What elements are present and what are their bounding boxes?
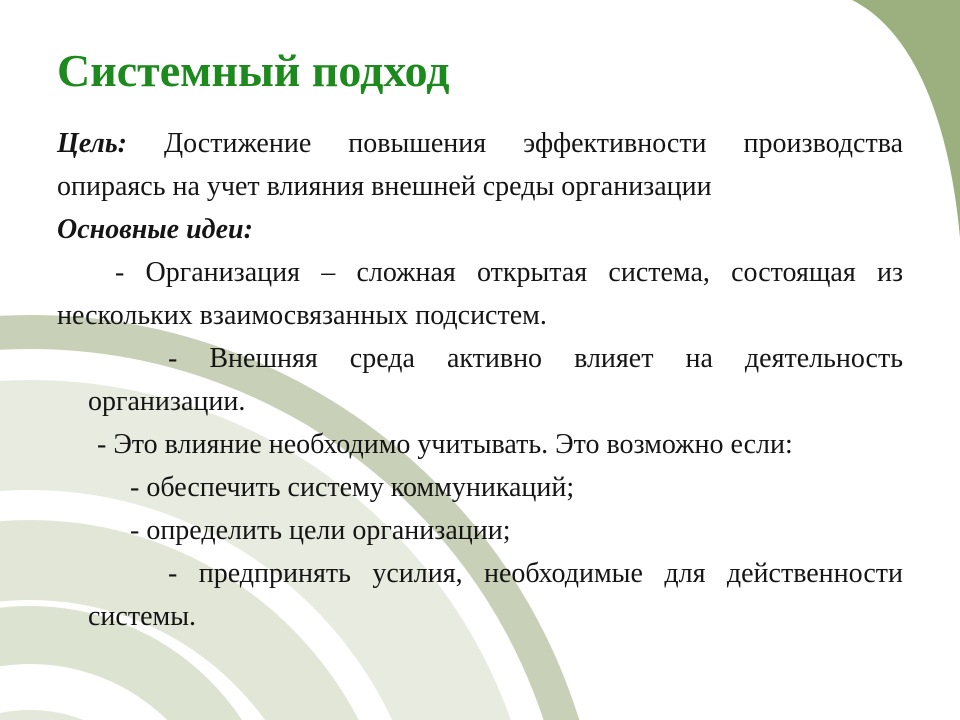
line-text: - Внешняя среда активно влияет на деятельность <box>168 343 903 374</box>
line-lead: Цель: <box>57 128 127 159</box>
text-line <box>57 337 903 380</box>
text-line <box>57 423 903 466</box>
text-line <box>57 509 903 552</box>
slide-body <box>57 122 903 638</box>
line-text: системы. <box>88 601 197 632</box>
text-line <box>57 122 903 165</box>
text-line <box>57 595 903 638</box>
line-text: - определить цели организации; <box>130 515 511 546</box>
line-text: - Это влияние необходимо учитывать. Это возможно если: <box>97 429 793 460</box>
slide-title: Системный подход <box>57 45 450 96</box>
text-line <box>57 165 903 208</box>
text-line <box>57 208 903 251</box>
line-lead: Основные идеи: <box>57 214 253 245</box>
text-line <box>57 466 903 509</box>
line-text: Достижение повышения эффективности производства <box>127 128 903 159</box>
line-text: нескольких взаимосвязанных подсистем. <box>57 300 547 331</box>
text-line <box>57 251 903 294</box>
line-text: - Организация – сложная открытая система, состоящая из <box>115 257 903 288</box>
line-text: - обеспечить систему коммуникаций; <box>130 472 575 503</box>
line-text: организации. <box>88 386 246 417</box>
text-line <box>57 552 903 595</box>
text-line <box>57 380 903 423</box>
line-text: - предпринять усилия, необходимые для действенности <box>168 558 903 589</box>
swoosh-corner-patch <box>0 710 180 720</box>
text-line <box>57 294 903 337</box>
line-text: опираясь на учет влияния внешней среды организации <box>57 171 712 202</box>
